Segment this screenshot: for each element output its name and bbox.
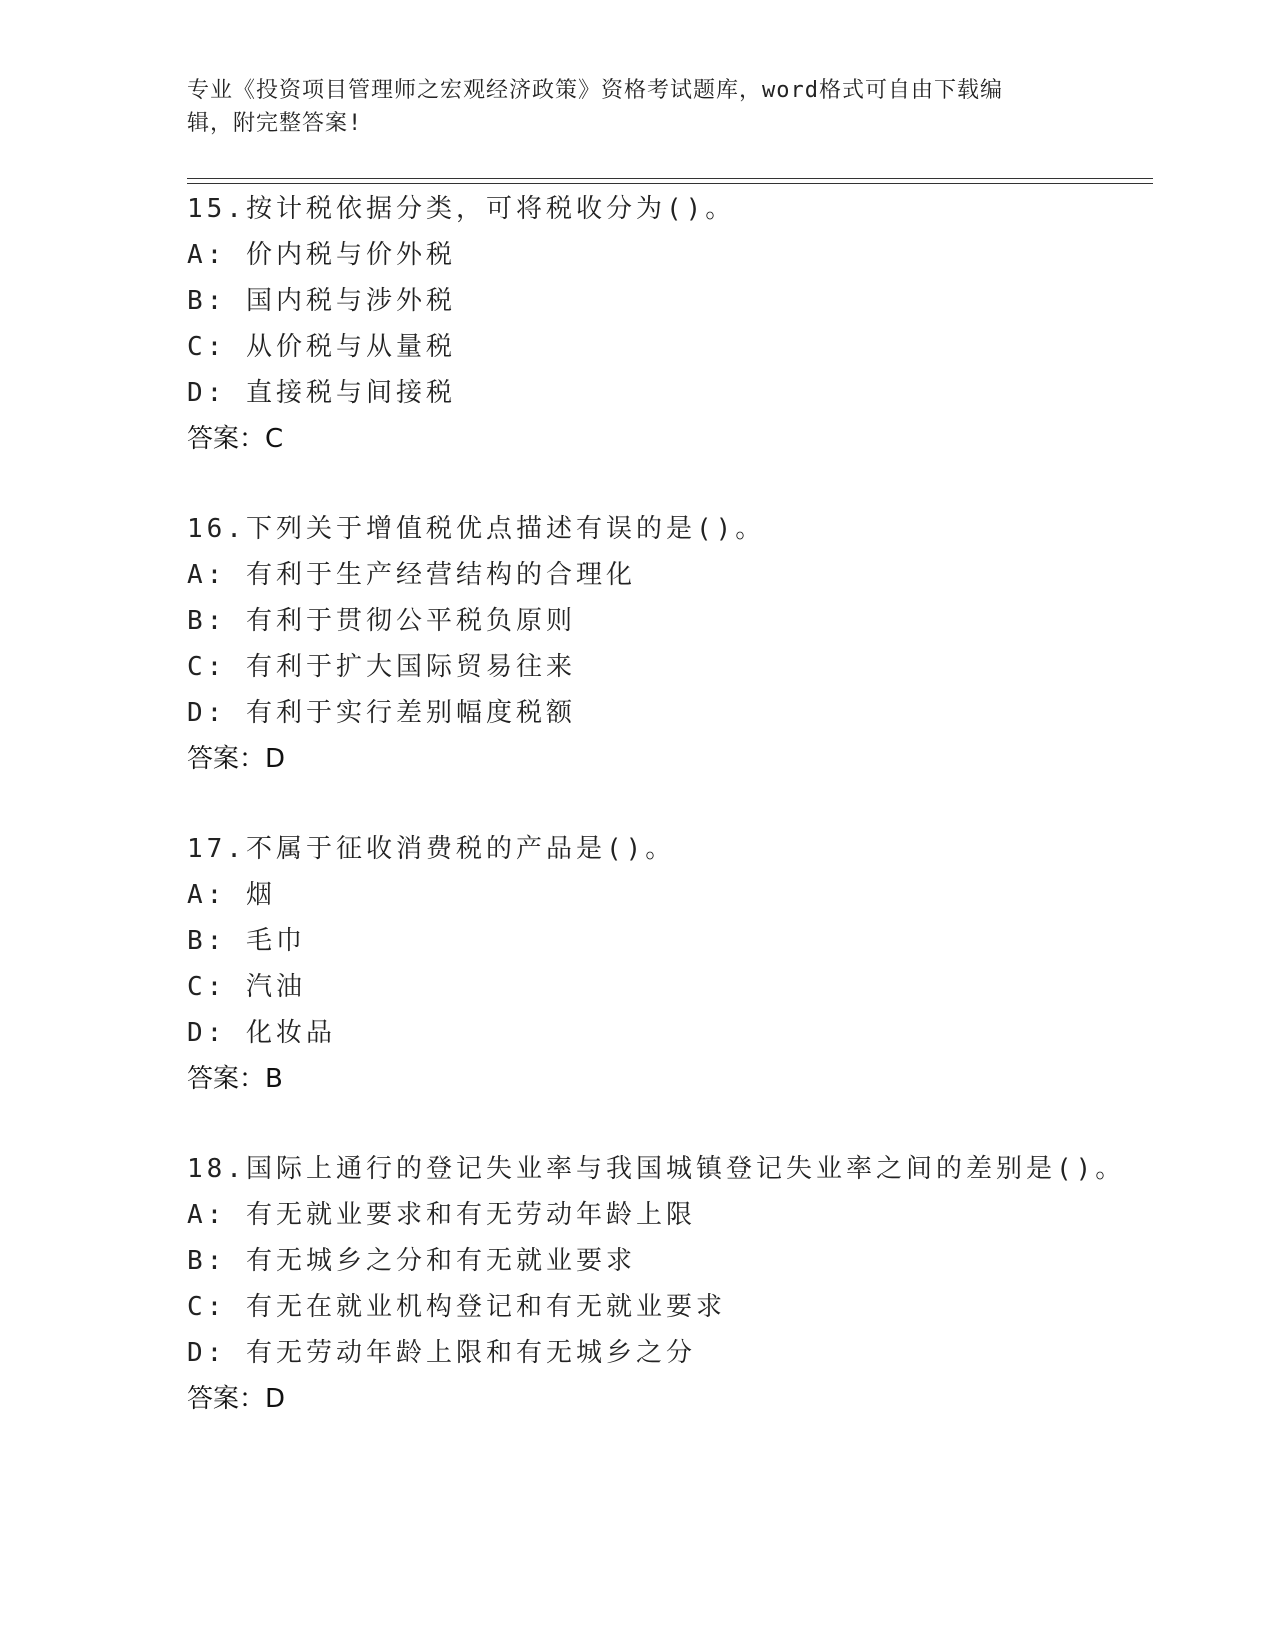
option-c: C: 有无在就业机构登记和有无就业要求	[187, 1292, 726, 1322]
document-header	[187, 74, 1067, 140]
answer-value: C	[265, 424, 284, 454]
option-b: B: 有无城乡之分和有无就业要求	[187, 1246, 636, 1276]
answer-label: 答案：	[187, 1064, 266, 1094]
option-c: C: 有利于扩大国际贸易往来	[187, 652, 576, 682]
answer-line	[187, 416, 1167, 462]
header-line-1: 专业《投资项目管理师之宏观经济政策》资格考试题库，word格式可自由下载编	[187, 78, 1003, 103]
question-15	[187, 186, 1167, 462]
answer-value: D	[265, 744, 286, 774]
option-a: A: 有利于生产经营结构的合理化	[187, 560, 636, 590]
option-d: D: 化妆品	[187, 1018, 336, 1048]
option-c: C: 汽油	[187, 972, 306, 1002]
option-b: B: 国内税与涉外税	[187, 286, 456, 316]
question-17	[187, 826, 1167, 1102]
answer-label: 答案：	[187, 424, 266, 454]
question-18	[187, 1146, 1167, 1422]
answer-value: D	[265, 1384, 286, 1414]
question-stem: 18.国际上通行的登记失业率与我国城镇登记失业率之间的差别是()。	[187, 1154, 1126, 1184]
option-a: A: 有无就业要求和有无劳动年龄上限	[187, 1200, 696, 1230]
answer-value: B	[265, 1064, 283, 1094]
option-b: B: 毛巾	[187, 926, 306, 956]
answer-label: 答案：	[187, 744, 266, 774]
answer-line	[187, 736, 1167, 782]
answer-line	[187, 1056, 1167, 1102]
option-a: A: 价内税与价外税	[187, 240, 456, 270]
option-d: D: 有利于实行差别幅度税额	[187, 698, 576, 728]
option-a: A: 烟	[187, 880, 276, 910]
option-d: D: 有无劳动年龄上限和有无城乡之分	[187, 1338, 696, 1368]
question-stem: 16.下列关于增值税优点描述有误的是()。	[187, 514, 766, 544]
answer-line	[187, 1376, 1167, 1422]
option-b: B: 有利于贯彻公平税负原则	[187, 606, 576, 636]
question-16	[187, 506, 1167, 782]
question-stem: 15.按计税依据分类，可将税收分为()。	[187, 194, 736, 224]
question-stem: 17.不属于征收消费税的产品是()。	[187, 834, 676, 864]
option-c: C: 从价税与从量税	[187, 332, 456, 362]
header-line-2: 辑，附完整答案!	[187, 111, 363, 136]
header-divider-top	[187, 178, 1153, 179]
answer-label: 答案：	[187, 1384, 266, 1414]
header-divider-bottom	[187, 183, 1153, 184]
option-d: D: 直接税与间接税	[187, 378, 456, 408]
